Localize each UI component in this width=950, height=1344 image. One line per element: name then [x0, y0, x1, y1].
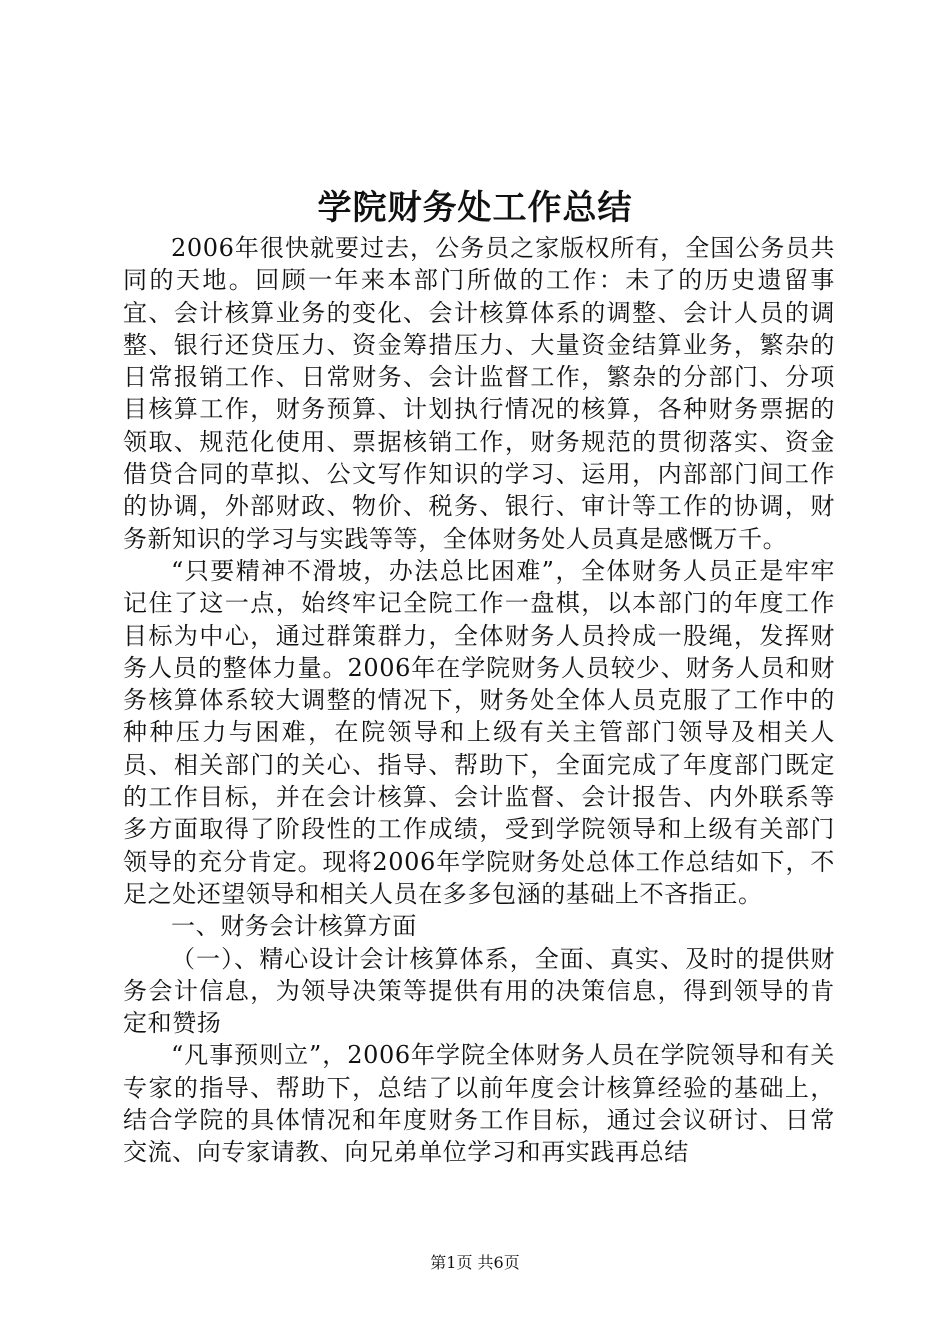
- section-heading-1: 一、财务会计核算方面: [171, 912, 417, 941]
- subsection-heading-1: （一）、精心设计会计核算体系，全面、真实、及时的提供财务会计信息，为领导决策等提供有用的决策信息，得到领导的肯定和赞扬: [123, 944, 835, 1038]
- paragraph-intro: 2006年很快就要过去，公务员之家版权所有，全国公务员共同的天地。回顾一年来本部门所做的工作：未了的历史遗留事宜、会计核算业务的变化、会计核算体系的调整、会计人员的调整、银行还贷压力、资金筹措压力、大量资金结算业务，繁杂的日常报销工作、日常财务、会计监督工作，繁杂的分部门、分项目核算工作，财务预算、计划执行情况的核算，各种财务票据的领取、规范化使用、票据核销工作，财务规范的贯彻落实、资金借贷合同的草拟、公文写作知识的学习、运用，内部部门间工作的协调，外部财政、物价、税务、银行、审计等工作的协调，财务新知识的学习与实践等等，全体财务处人员真是感慨万千。: [123, 234, 835, 553]
- document-body: [123, 232, 835, 1169]
- paragraph-overview: “只要精神不滑坡，办法总比困难”，全体财务人员正是牢牢记住了这一点，始终牢记全院工作一盘棋，以本部门的年度工作目标为中心，通过群策群力，全体财务人员拎成一股绳，发挥财务人员的整体力量。2006年在学院财务人员较少、财务人员和财务核算体系较大调整的情况下，财务处全体人员克服了工作中的种种压力与困难，在院领导和上级有关主管部门领导及相关人员、相关部门的关心、指导、帮助下，全面完成了年度部门既定的工作目标，并在会计核算、会计监督、会计报告、内外联系等多方面取得了阶段性的工作成绩，受到学院领导和上级有关部门领导的充分肯定。现将2006年学院财务处总体工作总结如下，不足之处还望领导和相关人员在多多包涵的基础上不吝指正。: [123, 556, 835, 908]
- paragraph-section-1: “凡事预则立”，2006年学院全体财务人员在学院领导和有关专家的指导、帮助下，总结了以前年度会计核算经验的基础上，结合学院的具体情况和年度财务工作目标，通过会议研讨、日常交流、向专家请教、向兄弟单位学习和再实践再总结: [123, 1041, 835, 1167]
- page-footer: 第1页 共6页: [430, 1253, 520, 1272]
- document-title: 学院财务处工作总结: [317, 188, 633, 228]
